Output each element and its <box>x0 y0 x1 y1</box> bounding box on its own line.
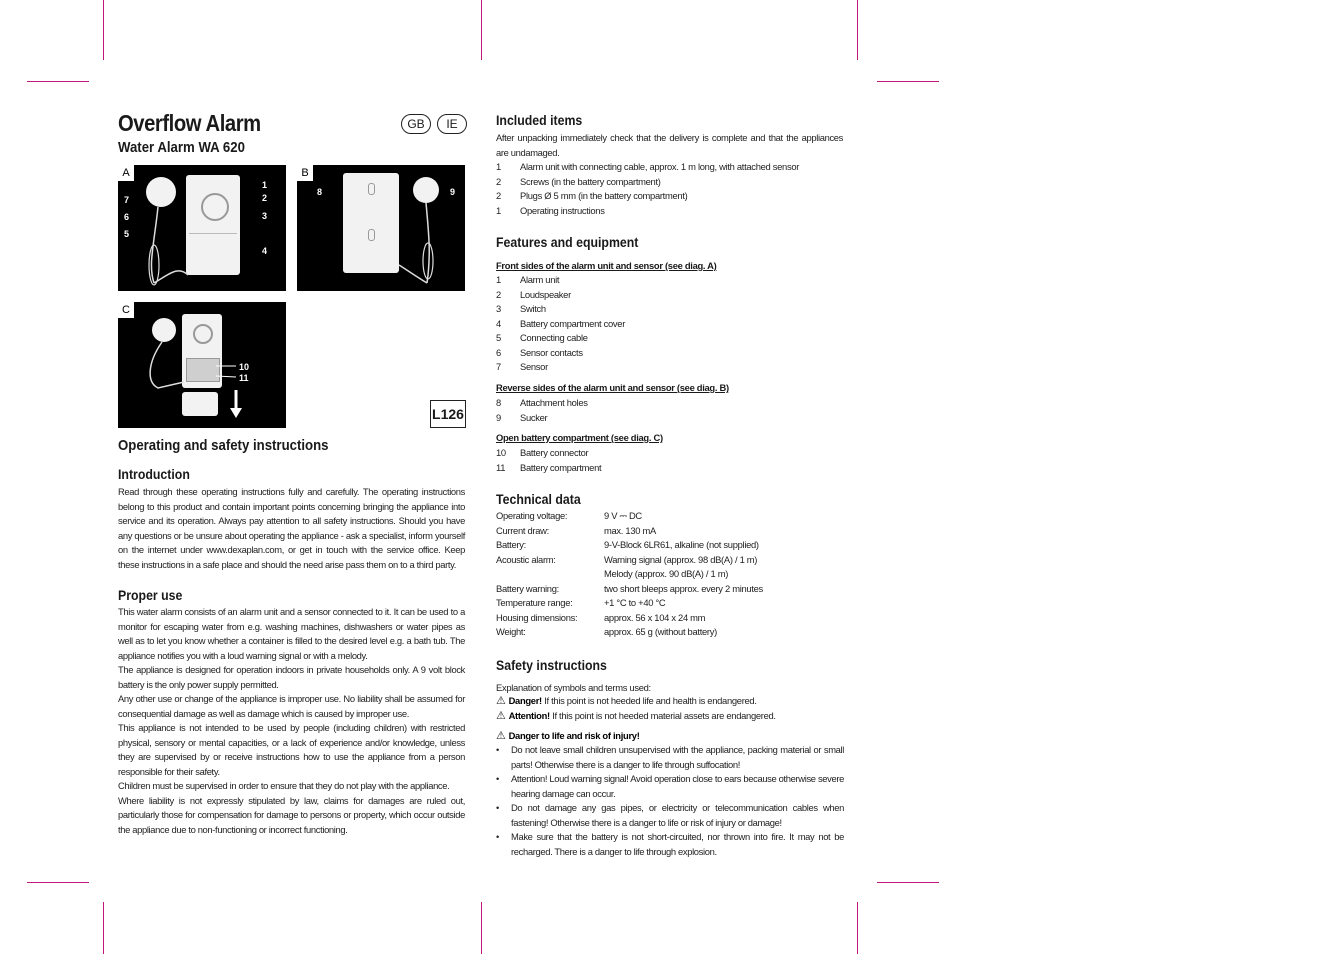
subheading-battery-compartment: Open battery compartment (see diag. C) <box>496 432 663 443</box>
technical-data-table <box>496 510 763 641</box>
bullet-icon: • <box>496 744 499 755</box>
list-item: 1 Operating instructions <box>496 204 605 216</box>
warning-triangle-icon: ⚠ <box>496 695 506 707</box>
figure-a <box>118 165 286 291</box>
callout-8: 8 <box>317 187 323 197</box>
crop-mark <box>481 902 482 954</box>
list-item: 1 Alarm unit with connecting cable, approx. 1 m long, with attached sensor <box>496 161 800 172</box>
callout-11: 11 <box>239 373 249 383</box>
safety-bullet: • Make sure that the battery is not short-circuited, nor thrown into fire. It may not be recharged. There is a danger to life through explosion. <box>496 831 844 857</box>
list-item: 1 Alarm unit <box>496 274 560 285</box>
cable-image <box>118 165 286 291</box>
country-badge-gb: GB <box>401 114 431 134</box>
table-row: Temperature range: +1 °C to +40 °C <box>496 597 666 608</box>
figure-c <box>118 302 286 428</box>
figure-b <box>297 165 465 291</box>
warning-triangle-icon: ⚠ <box>496 710 506 722</box>
list-item: 10 Battery connector <box>496 447 589 458</box>
figure-a-letter: A <box>118 165 134 181</box>
callout-2: 2 <box>262 193 268 203</box>
battery-compartment-list <box>496 446 601 475</box>
included-items-list <box>496 160 799 218</box>
table-row: Current draw: max. 130 mA <box>496 524 656 536</box>
table-row: Weight: approx. 65 g (without battery) <box>496 626 717 637</box>
cable-image <box>297 165 465 291</box>
danger-note: ⚠ Danger! If this point is not heeded life and health is endangered. <box>496 695 757 707</box>
table-row: Melody (approx. 90 dB(A) / 1 m) <box>604 568 729 579</box>
callout-7: 7 <box>124 195 130 205</box>
list-item: 2 Screws (in the battery compartment) <box>496 175 661 187</box>
callout-4: 4 <box>262 246 268 256</box>
list-item: 6 Sensor contacts <box>496 346 583 358</box>
crop-mark <box>857 902 858 954</box>
list-item: 2 Loudspeaker <box>496 288 571 300</box>
safety-bullet: • Attention! Loud warning signal! Avoid operation close to ears because otherwise severe hearing damage can occur. <box>496 773 844 799</box>
section-heading-proper-use: Proper use <box>118 587 183 603</box>
safety-intro-text: Explanation of symbols and terms used: <box>496 682 651 693</box>
crop-mark <box>27 81 89 82</box>
callout-6: 6 <box>124 212 130 222</box>
callout-10: 10 <box>239 362 250 372</box>
bullet-icon: • <box>496 831 499 842</box>
table-row: Battery warning: two short bleeps approx. every 2 minutes <box>496 582 763 594</box>
attention-note: ⚠ Attention! If this point is not heeded material assets are endangered. <box>496 710 776 722</box>
proper-use-block <box>118 605 465 837</box>
arrow-down-icon <box>118 302 286 428</box>
proper-use-paragraph: The appliance is designed for operation indoors in private households only. A 9 volt block battery is the only power supply permitted. <box>118 664 465 690</box>
section-heading-operating: Operating and safety instructions <box>118 437 329 454</box>
subheading-reverse-sides: Reverse sides of the alarm unit and sensor (see diag. B) <box>496 382 729 393</box>
crop-mark <box>877 882 939 883</box>
country-badge-ie: IE <box>437 114 467 134</box>
list-item: 4 Battery compartment cover <box>496 317 626 329</box>
table-row: Acoustic alarm: Warning signal (approx. 98 dB(A) / 1 m) <box>496 553 758 565</box>
crop-mark <box>27 882 89 883</box>
front-sides-list <box>496 273 625 375</box>
crop-mark <box>481 0 482 60</box>
list-item: 9 Sucker <box>496 411 548 423</box>
proper-use-paragraph: Children must be supervised in order to ensure that they do not play with the appliance. <box>118 780 450 791</box>
figure-c-letter: C <box>118 302 134 318</box>
table-row: Housing dimensions: approx. 56 x 104 x 24 mm <box>496 611 706 623</box>
section-heading-features: Features and equipment <box>496 234 639 250</box>
callout-5: 5 <box>124 229 130 239</box>
proper-use-paragraph: This water alarm consists of an alarm unit and a sensor connected to it. It can be used to a monitor for escaping water from e.g. washing machines, dishwashers or water pipes as well as to let you know whether a container is filled to the desired level e.g. a bath tub. The appliance notifies you with a loud warning signal or with a melody. <box>118 606 465 661</box>
safety-bullet: • Do not damage any gas pipes, or electricity or telecommunication cables when fastening! Otherwise there is a danger to life or risk of injury or damage! <box>496 802 844 828</box>
subheading-front-sides: Front sides of the alarm unit and sensor (see diag. A) <box>496 260 717 271</box>
included-intro-text: After unpacking immediately check that the delivery is complete and that the appliances are undamaged. <box>496 132 843 158</box>
page-title: Overflow Alarm <box>118 110 261 136</box>
bullet-icon: • <box>496 802 499 813</box>
bullet-icon: • <box>496 773 499 784</box>
reverse-sides-list <box>496 396 588 425</box>
proper-use-paragraph: Any other use or change of the appliance is improper use. No liability shall be assumed for consequential damage as well as damage which is caused by improper use. <box>118 693 465 719</box>
introduction-text: Read through these operating instructions fully and carefully. The operating instructions belong to this product and contain important points concerning bringing the appliance into service and its operation. Always pay attention to all safety instructions. Should you have any questions or be unsure about operating the appliance - ask a specialist, inform yourself on the internet under www.dexaplan.com, or get in touch with the service office. Keep these instructions in a safe place and should the need arise pass them on to a third party. <box>118 486 465 570</box>
figure-b-letter: B <box>297 165 313 181</box>
product-code: L126 <box>430 400 466 428</box>
warning-triangle-icon: ⚠ <box>496 730 506 742</box>
proper-use-paragraph: Where liability is not expressly stipulated by law, claims for damages are ruled out, particularly those for compensation for damage to persons or property, which occur outside the appliance due to non-functioning or incorrect functioning. <box>118 794 465 835</box>
list-item: 2 Plugs Ø 5 mm (in the battery compartment) <box>496 190 688 201</box>
list-item: 3 Switch <box>496 303 546 314</box>
table-row: Operating voltage: 9 V ⎓ DC <box>496 510 642 521</box>
crop-mark <box>103 902 104 954</box>
proper-use-paragraph: This appliance is not intended to be used by people (including children) with restricted physical, sensory or mental capacities, or a lack of experience and/or knowledge, unless they are supervised by or receive instructions how to use the appliance from a person responsible for their safety. <box>118 722 465 777</box>
safety-bullet: • Do not leave small children unsupervised with the appliance, packing material or small parts! Otherwise there is a danger to life through suffocation! <box>496 744 844 770</box>
list-item: 7 Sensor <box>496 361 548 372</box>
section-heading-included-items: Included items <box>496 112 583 128</box>
danger-life-heading: ⚠ Danger to life and risk of injury! <box>496 730 640 742</box>
crop-mark <box>103 0 104 60</box>
section-heading-safety: Safety instructions <box>496 657 607 673</box>
page-subtitle: Water Alarm WA 620 <box>118 139 245 156</box>
callout-1: 1 <box>262 180 268 190</box>
list-item: 11 Battery compartment <box>496 461 602 473</box>
crop-mark <box>857 0 858 60</box>
section-heading-technical-data: Technical data <box>496 491 581 507</box>
section-heading-introduction: Introduction <box>118 466 190 482</box>
list-item: 5 Connecting cable <box>496 332 588 343</box>
callout-3: 3 <box>262 211 268 221</box>
callout-9: 9 <box>450 187 456 197</box>
crop-mark <box>877 81 939 82</box>
list-item: 8 Attachment holes <box>496 397 588 408</box>
table-row: Battery: 9-V-Block 6LR61, alkaline (not supplied) <box>496 539 759 550</box>
